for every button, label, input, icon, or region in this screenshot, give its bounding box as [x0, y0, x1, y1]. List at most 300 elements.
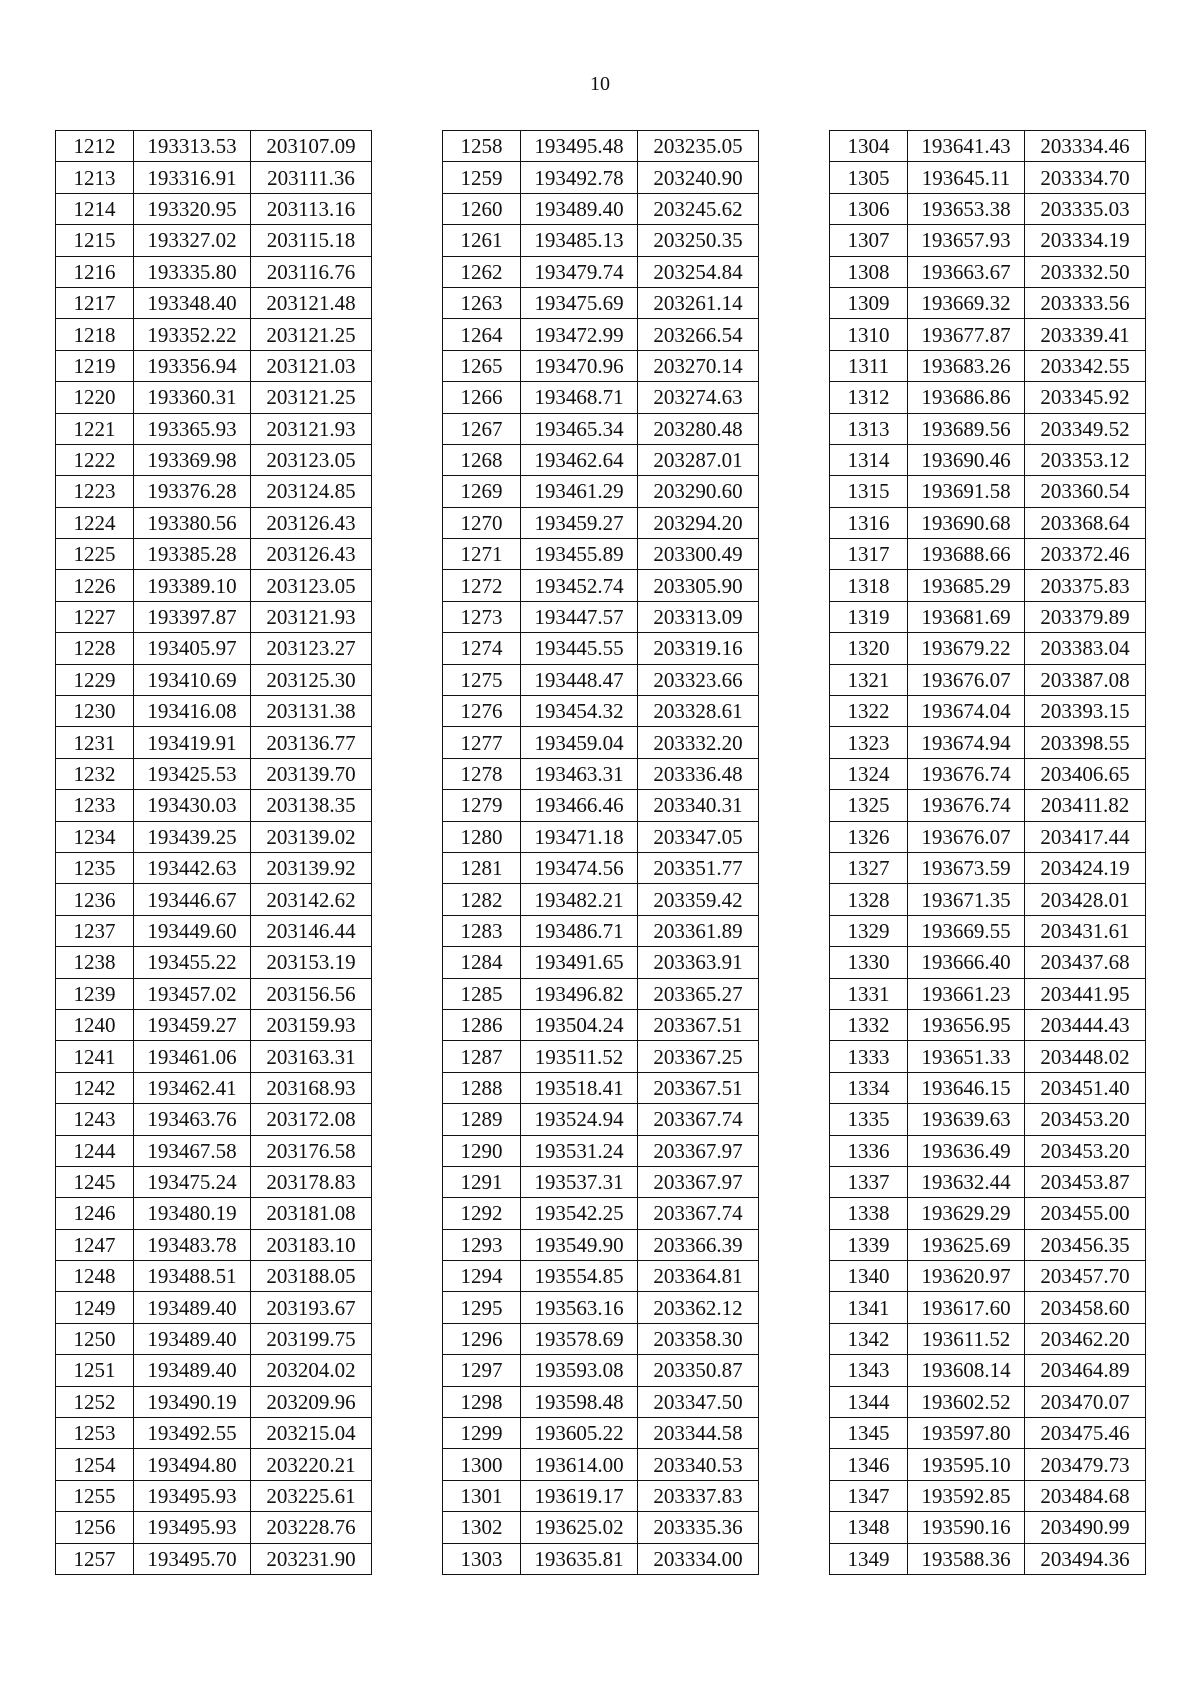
point-number-cell: 1252: [56, 1386, 134, 1417]
table-row: [830, 601, 1146, 632]
y-coordinate-cell: 203228.76: [251, 1512, 372, 1543]
table-row: [56, 1418, 372, 1449]
y-coordinate-cell: 203294.20: [638, 507, 759, 538]
y-coordinate-cell: 203363.91: [638, 947, 759, 978]
y-coordinate-cell: 203437.68: [1025, 947, 1146, 978]
point-number-cell: 1323: [830, 727, 908, 758]
point-number-cell: 1286: [443, 1009, 521, 1040]
table-row: [56, 947, 372, 978]
x-coordinate-cell: 193457.02: [134, 978, 251, 1009]
x-coordinate-cell: 193461.06: [134, 1041, 251, 1072]
table-row: [56, 1009, 372, 1040]
table-row: [830, 1135, 1146, 1166]
x-coordinate-cell: 193475.69: [521, 287, 638, 318]
table-row: [56, 193, 372, 224]
x-coordinate-cell: 193459.04: [521, 727, 638, 758]
point-number-cell: 1340: [830, 1261, 908, 1292]
point-number-cell: 1332: [830, 1009, 908, 1040]
y-coordinate-cell: 203274.63: [638, 382, 759, 413]
x-coordinate-cell: 193676.74: [908, 758, 1025, 789]
table-row: [56, 664, 372, 695]
y-coordinate-cell: 203136.77: [251, 727, 372, 758]
point-number-cell: 1235: [56, 852, 134, 883]
y-coordinate-cell: 203235.05: [638, 131, 759, 162]
y-coordinate-cell: 203335.03: [1025, 193, 1146, 224]
y-coordinate-cell: 203254.84: [638, 256, 759, 287]
x-coordinate-cell: 193446.67: [134, 884, 251, 915]
x-coordinate-cell: 193676.74: [908, 790, 1025, 821]
x-coordinate-cell: 193495.48: [521, 131, 638, 162]
x-coordinate-cell: 193466.46: [521, 790, 638, 821]
y-coordinate-cell: 203361.89: [638, 915, 759, 946]
x-coordinate-cell: 193486.71: [521, 915, 638, 946]
x-coordinate-cell: 193688.66: [908, 539, 1025, 570]
x-coordinate-cell: 193645.11: [908, 162, 1025, 193]
point-number-cell: 1215: [56, 225, 134, 256]
point-number-cell: 1269: [443, 476, 521, 507]
table-row: [830, 978, 1146, 1009]
x-coordinate-cell: 193691.58: [908, 476, 1025, 507]
table-row: [830, 852, 1146, 883]
y-coordinate-cell: 203360.54: [1025, 476, 1146, 507]
table-row: [830, 1009, 1146, 1040]
table-row: [56, 1261, 372, 1292]
table-row: [830, 1041, 1146, 1072]
y-coordinate-cell: 203457.70: [1025, 1261, 1146, 1292]
point-number-cell: 1330: [830, 947, 908, 978]
x-coordinate-cell: 193646.15: [908, 1072, 1025, 1103]
point-number-cell: 1314: [830, 444, 908, 475]
point-number-cell: 1298: [443, 1386, 521, 1417]
y-coordinate-cell: 203375.83: [1025, 570, 1146, 601]
x-coordinate-cell: 193496.82: [521, 978, 638, 1009]
point-number-cell: 1265: [443, 350, 521, 381]
point-number-cell: 1307: [830, 225, 908, 256]
table-row: [56, 1198, 372, 1229]
point-number-cell: 1232: [56, 758, 134, 789]
table-row: [830, 727, 1146, 758]
x-coordinate-cell: 193632.44: [908, 1166, 1025, 1197]
point-number-cell: 1349: [830, 1543, 908, 1574]
y-coordinate-cell: 203494.36: [1025, 1543, 1146, 1574]
point-number-cell: 1253: [56, 1418, 134, 1449]
y-coordinate-cell: 203484.68: [1025, 1480, 1146, 1511]
y-coordinate-cell: 203261.14: [638, 287, 759, 318]
x-coordinate-cell: 193657.93: [908, 225, 1025, 256]
point-number-cell: 1311: [830, 350, 908, 381]
y-coordinate-cell: 203379.89: [1025, 601, 1146, 632]
table-row: [56, 476, 372, 507]
point-number-cell: 1331: [830, 978, 908, 1009]
table-row: [443, 1104, 759, 1135]
x-coordinate-cell: 193495.93: [134, 1512, 251, 1543]
point-number-cell: 1225: [56, 539, 134, 570]
y-coordinate-cell: 203334.46: [1025, 131, 1146, 162]
y-coordinate-cell: 203347.05: [638, 821, 759, 852]
x-coordinate-cell: 193316.91: [134, 162, 251, 193]
point-number-cell: 1261: [443, 225, 521, 256]
point-number-cell: 1236: [56, 884, 134, 915]
table-row: [443, 131, 759, 162]
table-row: [830, 1543, 1146, 1574]
point-number-cell: 1312: [830, 382, 908, 413]
table-row: [830, 915, 1146, 946]
y-coordinate-cell: 203176.58: [251, 1135, 372, 1166]
point-number-cell: 1213: [56, 162, 134, 193]
x-coordinate-cell: 193397.87: [134, 601, 251, 632]
point-number-cell: 1299: [443, 1418, 521, 1449]
x-coordinate-cell: 193686.86: [908, 382, 1025, 413]
table-row: [443, 727, 759, 758]
x-coordinate-cell: 193467.58: [134, 1135, 251, 1166]
table-row: [443, 193, 759, 224]
table-row: [830, 350, 1146, 381]
point-number-cell: 1267: [443, 413, 521, 444]
point-number-cell: 1243: [56, 1104, 134, 1135]
table-row: [830, 790, 1146, 821]
point-number-cell: 1339: [830, 1229, 908, 1260]
y-coordinate-cell: 203367.74: [638, 1104, 759, 1135]
point-number-cell: 1259: [443, 162, 521, 193]
y-coordinate-cell: 203139.92: [251, 852, 372, 883]
y-coordinate-cell: 203126.43: [251, 507, 372, 538]
table-row: [56, 633, 372, 664]
y-coordinate-cell: 203183.10: [251, 1229, 372, 1260]
table-row: [56, 1480, 372, 1511]
x-coordinate-cell: 193651.33: [908, 1041, 1025, 1072]
y-coordinate-cell: 203367.97: [638, 1135, 759, 1166]
table-row: [830, 539, 1146, 570]
x-coordinate-cell: 193488.51: [134, 1261, 251, 1292]
point-number-cell: 1290: [443, 1135, 521, 1166]
point-number-cell: 1237: [56, 915, 134, 946]
x-coordinate-cell: 193563.16: [521, 1292, 638, 1323]
x-coordinate-cell: 193459.27: [521, 507, 638, 538]
x-coordinate-cell: 193468.71: [521, 382, 638, 413]
point-number-cell: 1337: [830, 1166, 908, 1197]
y-coordinate-cell: 203178.83: [251, 1166, 372, 1197]
y-coordinate-cell: 203116.76: [251, 256, 372, 287]
x-coordinate-cell: 193410.69: [134, 664, 251, 695]
x-coordinate-cell: 193666.40: [908, 947, 1025, 978]
point-number-cell: 1322: [830, 696, 908, 727]
point-number-cell: 1244: [56, 1135, 134, 1166]
y-coordinate-cell: 203359.42: [638, 884, 759, 915]
y-coordinate-cell: 203475.46: [1025, 1418, 1146, 1449]
point-number-cell: 1342: [830, 1323, 908, 1354]
table-row: [830, 162, 1146, 193]
point-number-cell: 1247: [56, 1229, 134, 1260]
x-coordinate-cell: 193405.97: [134, 633, 251, 664]
y-coordinate-cell: 203349.52: [1025, 413, 1146, 444]
table-row: [56, 1041, 372, 1072]
x-coordinate-cell: 193602.52: [908, 1386, 1025, 1417]
y-coordinate-cell: 203340.53: [638, 1449, 759, 1480]
y-coordinate-cell: 203367.97: [638, 1166, 759, 1197]
x-coordinate-cell: 193492.55: [134, 1418, 251, 1449]
point-number-cell: 1310: [830, 319, 908, 350]
x-coordinate-cell: 193430.03: [134, 790, 251, 821]
table-row: [830, 1104, 1146, 1135]
y-coordinate-cell: 203387.08: [1025, 664, 1146, 695]
point-number-cell: 1308: [830, 256, 908, 287]
point-number-cell: 1329: [830, 915, 908, 946]
x-coordinate-cell: 193425.53: [134, 758, 251, 789]
table-row: [443, 915, 759, 946]
table-row: [56, 444, 372, 475]
point-number-cell: 1266: [443, 382, 521, 413]
y-coordinate-cell: 203358.30: [638, 1323, 759, 1354]
point-number-cell: 1319: [830, 601, 908, 632]
point-number-cell: 1282: [443, 884, 521, 915]
table-row: [56, 256, 372, 287]
point-number-cell: 1294: [443, 1261, 521, 1292]
x-coordinate-cell: 193452.74: [521, 570, 638, 601]
point-number-cell: 1273: [443, 601, 521, 632]
point-number-cell: 1303: [443, 1543, 521, 1574]
x-coordinate-cell: 193419.91: [134, 727, 251, 758]
y-coordinate-cell: 203462.20: [1025, 1323, 1146, 1354]
table-row: [56, 915, 372, 946]
y-coordinate-cell: 203340.31: [638, 790, 759, 821]
table-row: [56, 413, 372, 444]
y-coordinate-cell: 203280.48: [638, 413, 759, 444]
point-number-cell: 1274: [443, 633, 521, 664]
x-coordinate-cell: 193352.22: [134, 319, 251, 350]
x-coordinate-cell: 193679.22: [908, 633, 1025, 664]
y-coordinate-cell: 203428.01: [1025, 884, 1146, 915]
table-row: [56, 758, 372, 789]
x-coordinate-cell: 193489.40: [134, 1292, 251, 1323]
y-coordinate-cell: 203347.50: [638, 1386, 759, 1417]
y-coordinate-cell: 203270.14: [638, 350, 759, 381]
x-coordinate-cell: 193588.36: [908, 1543, 1025, 1574]
table-row: [443, 758, 759, 789]
y-coordinate-cell: 203431.61: [1025, 915, 1146, 946]
point-number-cell: 1309: [830, 287, 908, 318]
x-coordinate-cell: 193661.23: [908, 978, 1025, 1009]
table-row: [830, 758, 1146, 789]
point-number-cell: 1292: [443, 1198, 521, 1229]
point-number-cell: 1240: [56, 1009, 134, 1040]
x-coordinate-cell: 193313.53: [134, 131, 251, 162]
table-row: [56, 1166, 372, 1197]
table-row: [56, 1323, 372, 1354]
point-number-cell: 1278: [443, 758, 521, 789]
x-coordinate-cell: 193639.63: [908, 1104, 1025, 1135]
point-number-cell: 1327: [830, 852, 908, 883]
point-number-cell: 1313: [830, 413, 908, 444]
table-row: [56, 539, 372, 570]
table-row: [443, 696, 759, 727]
table-row: [443, 1418, 759, 1449]
x-coordinate-cell: 193524.94: [521, 1104, 638, 1135]
point-number-cell: 1285: [443, 978, 521, 1009]
y-coordinate-cell: 203168.93: [251, 1072, 372, 1103]
y-coordinate-cell: 203398.55: [1025, 727, 1146, 758]
table-row: [443, 162, 759, 193]
y-coordinate-cell: 203353.12: [1025, 444, 1146, 475]
point-number-cell: 1315: [830, 476, 908, 507]
table-row: [830, 1449, 1146, 1480]
point-number-cell: 1272: [443, 570, 521, 601]
x-coordinate-cell: 193605.22: [521, 1418, 638, 1449]
y-coordinate-cell: 203451.40: [1025, 1072, 1146, 1103]
table-row: [830, 1072, 1146, 1103]
point-number-cell: 1262: [443, 256, 521, 287]
point-number-cell: 1297: [443, 1355, 521, 1386]
table-row: [443, 1198, 759, 1229]
point-number-cell: 1284: [443, 947, 521, 978]
x-coordinate-cell: 193614.00: [521, 1449, 638, 1480]
x-coordinate-cell: 193320.95: [134, 193, 251, 224]
table-row: [56, 162, 372, 193]
y-coordinate-cell: 203146.44: [251, 915, 372, 946]
point-number-cell: 1328: [830, 884, 908, 915]
x-coordinate-cell: 193455.22: [134, 947, 251, 978]
y-coordinate-cell: 203231.90: [251, 1543, 372, 1574]
y-coordinate-cell: 203156.56: [251, 978, 372, 1009]
x-coordinate-cell: 193462.41: [134, 1072, 251, 1103]
table-row: [830, 507, 1146, 538]
table-row: [56, 1386, 372, 1417]
x-coordinate-cell: 193669.32: [908, 287, 1025, 318]
y-coordinate-cell: 203334.70: [1025, 162, 1146, 193]
table-row: [443, 507, 759, 538]
y-coordinate-cell: 203266.54: [638, 319, 759, 350]
y-coordinate-cell: 203300.49: [638, 539, 759, 570]
table-row: [443, 664, 759, 695]
point-number-cell: 1238: [56, 947, 134, 978]
y-coordinate-cell: 203121.25: [251, 319, 372, 350]
y-coordinate-cell: 203121.48: [251, 287, 372, 318]
y-coordinate-cell: 203240.90: [638, 162, 759, 193]
y-coordinate-cell: 203209.96: [251, 1386, 372, 1417]
table-row: [443, 1512, 759, 1543]
point-number-cell: 1333: [830, 1041, 908, 1072]
coordinate-table-body: [56, 131, 372, 1575]
table-row: [56, 601, 372, 632]
point-number-cell: 1291: [443, 1166, 521, 1197]
point-number-cell: 1214: [56, 193, 134, 224]
table-row: [830, 193, 1146, 224]
point-number-cell: 1336: [830, 1135, 908, 1166]
point-number-cell: 1270: [443, 507, 521, 538]
y-coordinate-cell: 203441.95: [1025, 978, 1146, 1009]
coordinate-table-3: [829, 130, 1146, 1575]
table-row: [56, 1543, 372, 1574]
point-number-cell: 1306: [830, 193, 908, 224]
coordinate-table-2: [442, 130, 759, 1575]
x-coordinate-cell: 193669.55: [908, 915, 1025, 946]
x-coordinate-cell: 193416.08: [134, 696, 251, 727]
y-coordinate-cell: 203131.38: [251, 696, 372, 727]
y-coordinate-cell: 203107.09: [251, 131, 372, 162]
y-coordinate-cell: 203417.44: [1025, 821, 1146, 852]
y-coordinate-cell: 203334.19: [1025, 225, 1146, 256]
table-row: [443, 476, 759, 507]
y-coordinate-cell: 203287.01: [638, 444, 759, 475]
x-coordinate-cell: 193674.94: [908, 727, 1025, 758]
y-coordinate-cell: 203448.02: [1025, 1041, 1146, 1072]
y-coordinate-cell: 203204.02: [251, 1355, 372, 1386]
y-coordinate-cell: 203333.56: [1025, 287, 1146, 318]
point-number-cell: 1346: [830, 1449, 908, 1480]
y-coordinate-cell: 203250.35: [638, 225, 759, 256]
y-coordinate-cell: 203113.16: [251, 193, 372, 224]
x-coordinate-cell: 193335.80: [134, 256, 251, 287]
point-number-cell: 1334: [830, 1072, 908, 1103]
y-coordinate-cell: 203455.00: [1025, 1198, 1146, 1229]
table-row: [443, 1166, 759, 1197]
point-number-cell: 1246: [56, 1198, 134, 1229]
table-row: [830, 225, 1146, 256]
y-coordinate-cell: 203351.77: [638, 852, 759, 883]
x-coordinate-cell: 193641.43: [908, 131, 1025, 162]
y-coordinate-cell: 203123.05: [251, 570, 372, 601]
point-number-cell: 1256: [56, 1512, 134, 1543]
x-coordinate-cell: 193482.21: [521, 884, 638, 915]
point-number-cell: 1277: [443, 727, 521, 758]
table-row: [830, 947, 1146, 978]
x-coordinate-cell: 193483.78: [134, 1229, 251, 1260]
table-row: [443, 978, 759, 1009]
x-coordinate-cell: 193463.31: [521, 758, 638, 789]
point-number-cell: 1263: [443, 287, 521, 318]
table-row: [830, 444, 1146, 475]
table-row: [443, 601, 759, 632]
y-coordinate-cell: 203344.58: [638, 1418, 759, 1449]
x-coordinate-cell: 193348.40: [134, 287, 251, 318]
point-number-cell: 1288: [443, 1072, 521, 1103]
table-row: [830, 1386, 1146, 1417]
point-number-cell: 1276: [443, 696, 521, 727]
table-row: [830, 1323, 1146, 1354]
x-coordinate-cell: 193617.60: [908, 1292, 1025, 1323]
x-coordinate-cell: 193495.93: [134, 1480, 251, 1511]
y-coordinate-cell: 203313.09: [638, 601, 759, 632]
table-row: [830, 319, 1146, 350]
point-number-cell: 1239: [56, 978, 134, 1009]
table-row: [443, 1292, 759, 1323]
x-coordinate-cell: 193620.97: [908, 1261, 1025, 1292]
y-coordinate-cell: 203453.20: [1025, 1135, 1146, 1166]
y-coordinate-cell: 203335.36: [638, 1512, 759, 1543]
point-number-cell: 1344: [830, 1386, 908, 1417]
table-row: [56, 696, 372, 727]
y-coordinate-cell: 203345.92: [1025, 382, 1146, 413]
table-row: [56, 1292, 372, 1323]
x-coordinate-cell: 193445.55: [521, 633, 638, 664]
y-coordinate-cell: 203245.62: [638, 193, 759, 224]
x-coordinate-cell: 193462.64: [521, 444, 638, 475]
x-coordinate-cell: 193439.25: [134, 821, 251, 852]
x-coordinate-cell: 193480.19: [134, 1198, 251, 1229]
point-number-cell: 1250: [56, 1323, 134, 1354]
point-number-cell: 1305: [830, 162, 908, 193]
table-row: [443, 821, 759, 852]
table-row: [830, 287, 1146, 318]
y-coordinate-cell: 203490.99: [1025, 1512, 1146, 1543]
y-coordinate-cell: 203464.89: [1025, 1355, 1146, 1386]
y-coordinate-cell: 203123.27: [251, 633, 372, 664]
table-row: [56, 727, 372, 758]
point-number-cell: 1212: [56, 131, 134, 162]
point-number-cell: 1227: [56, 601, 134, 632]
y-coordinate-cell: 203138.35: [251, 790, 372, 821]
x-coordinate-cell: 193598.48: [521, 1386, 638, 1417]
y-coordinate-cell: 203215.04: [251, 1418, 372, 1449]
